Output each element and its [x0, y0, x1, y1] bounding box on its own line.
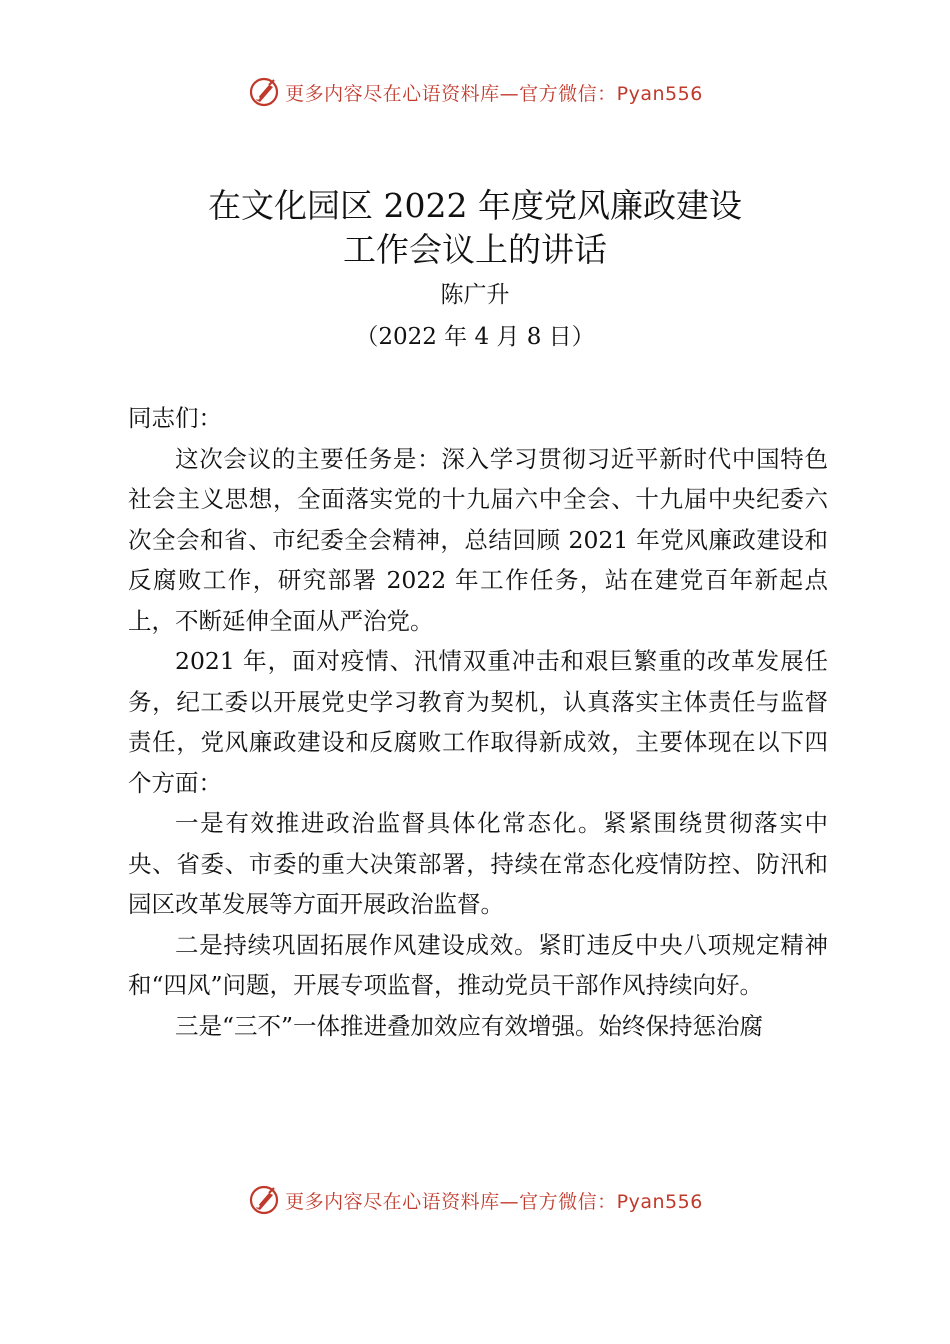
paragraph: 三是“三不”一体推进叠加效应有效增强。始终保持惩治腐 [175, 1011, 764, 1040]
paragraph: 二是持续巩固拓展作风建设成效。紧盯违反中央八项规定精神和“四风”问题，开展专项监督，推动党员干部作风持续向好。 [128, 930, 828, 999]
document-title-line-1: 在文化园区 2022 年度党风廉政建设 [208, 186, 742, 225]
document-body [128, 398, 828, 1046]
paragraph: 2021 年，面对疫情、汛情双重冲击和艰巨繁重的改革发展任务，纪工委以开展党史学习教育为契机，认真落实主体责任与监督责任，党风廉政建设和反腐败工作取得新成效，主要体现在以下四个方面： [128, 647, 828, 797]
pen-nib-icon [247, 75, 281, 109]
paragraph: 一是有效推进政治监督具体化常态化。紧紧围绕贯彻落实中央、省委、市委的重大决策部署，持续在常态化疫情防控、防汛和园区改革发展等方面开展政治监督。 [128, 809, 828, 918]
watermark-text: 更多内容尽在心语资料库—官方微信：Pyan556 [285, 82, 703, 105]
document-title-line-2: 工作会议上的讲话 [343, 230, 607, 269]
footer-watermark [0, 1180, 950, 1220]
watermark-text: 更多内容尽在心语资料库—官方微信：Pyan556 [285, 1190, 703, 1213]
speech-date: （2022 年 4 月 8 日） [355, 324, 595, 350]
header-watermark [0, 72, 950, 112]
paragraph: 这次会议的主要任务是：深入学习贯彻习近平新时代中国特色社会主义思想，全面落实党的十九届六中全会、十九届中央纪委六次全会和省、市纪委全会精神，总结回顾 2021 年党风廉政建设和反腐败工作，研究部署 2022 年工作任务，站在建党百年新起点上，不断延伸全面从严治党。 [128, 444, 828, 635]
author: 陈广升 [440, 282, 510, 308]
salutation: 同志们： [128, 404, 222, 432]
pen-nib-icon [247, 1183, 281, 1217]
